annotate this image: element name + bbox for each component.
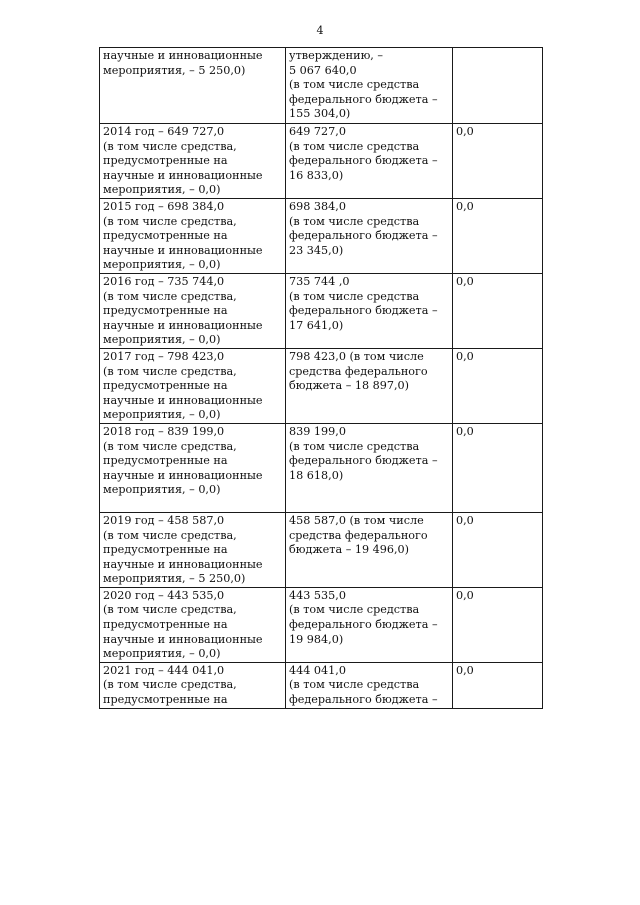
other-amount-cell: 0,0 bbox=[453, 124, 543, 199]
budget-amount-cell: 798 423,0 (в том числе средства федерального бюджета – 18 897,0) bbox=[286, 348, 453, 423]
other-amount-cell: 0,0 bbox=[453, 423, 543, 512]
year-total-cell: 2015 год – 698 384,0 (в том числе средства, предусмотренные на научные и инновационные мероприятия, – 0,0) bbox=[100, 199, 286, 274]
year-total-cell: 2020 год – 443 535,0 (в том числе средства, предусмотренные на научные и инновационные мероприятия, – 0,0) bbox=[100, 587, 286, 662]
other-amount-cell bbox=[453, 48, 543, 124]
budget-amount-cell: 698 384,0 (в том числе средства федерального бюджета – 23 345,0) bbox=[286, 199, 453, 274]
year-total-cell: научные и инновационные мероприятия, – 5 250,0) bbox=[100, 48, 286, 124]
year-total-cell: 2021 год – 444 041,0 (в том числе средства, предусмотренные на bbox=[100, 662, 286, 708]
other-amount-cell: 0,0 bbox=[453, 512, 543, 587]
year-total-cell: 2016 год – 735 744,0 (в том числе средства, предусмотренные на научные и инновационные мероприятия, – 0,0) bbox=[100, 273, 286, 348]
table-row bbox=[100, 662, 543, 708]
other-amount-cell: 0,0 bbox=[453, 199, 543, 274]
budget-amount-cell: 839 199,0 (в том числе средства федерального бюджета – 18 618,0) bbox=[286, 423, 453, 512]
budget-amount-cell: 458 587,0 (в том числе средства федерального бюджета – 19 496,0) bbox=[286, 512, 453, 587]
table-row bbox=[100, 273, 543, 348]
other-amount-cell: 0,0 bbox=[453, 662, 543, 708]
table-row bbox=[100, 512, 543, 587]
budget-amount-cell: 444 041,0 (в том числе средства федерального бюджета – bbox=[286, 662, 453, 708]
page-number: 4 bbox=[316, 24, 324, 37]
budget-amount-cell: 443 535,0 (в том числе средства федерального бюджета – 19 984,0) bbox=[286, 587, 453, 662]
table-row bbox=[100, 199, 543, 274]
year-total-cell: 2014 год – 649 727,0 (в том числе средства, предусмотренные на научные и инновационные мероприятия, – 0,0) bbox=[100, 124, 286, 199]
table-row bbox=[100, 348, 543, 423]
other-amount-cell: 0,0 bbox=[453, 348, 543, 423]
table-row bbox=[100, 48, 543, 124]
other-amount-cell: 0,0 bbox=[453, 587, 543, 662]
other-amount-cell: 0,0 bbox=[453, 273, 543, 348]
budget-amount-cell: 735 744 ,0 (в том числе средства федерального бюджета – 17 641,0) bbox=[286, 273, 453, 348]
budget-amount-cell: 649 727,0 (в том числе средства федерального бюджета – 16 833,0) bbox=[286, 124, 453, 199]
year-total-cell: 2017 год – 798 423,0 (в том числе средства, предусмотренные на научные и инновационные мероприятия, – 0,0) bbox=[100, 348, 286, 423]
year-total-cell: 2018 год – 839 199,0 (в том числе средства, предусмотренные на научные и инновационные мероприятия, – 0,0) bbox=[100, 423, 286, 512]
year-total-cell: 2019 год – 458 587,0 (в том числе средства, предусмотренные на научные и инновационные мероприятия, – 5 250,0) bbox=[100, 512, 286, 587]
budget-table bbox=[99, 47, 543, 709]
budget-amount-cell: утверждению, – 5 067 640,0 (в том числе средства федерального бюджета – 155 304,0) bbox=[286, 48, 453, 124]
table-row bbox=[100, 124, 543, 199]
table-row bbox=[100, 587, 543, 662]
table-row bbox=[100, 423, 543, 512]
